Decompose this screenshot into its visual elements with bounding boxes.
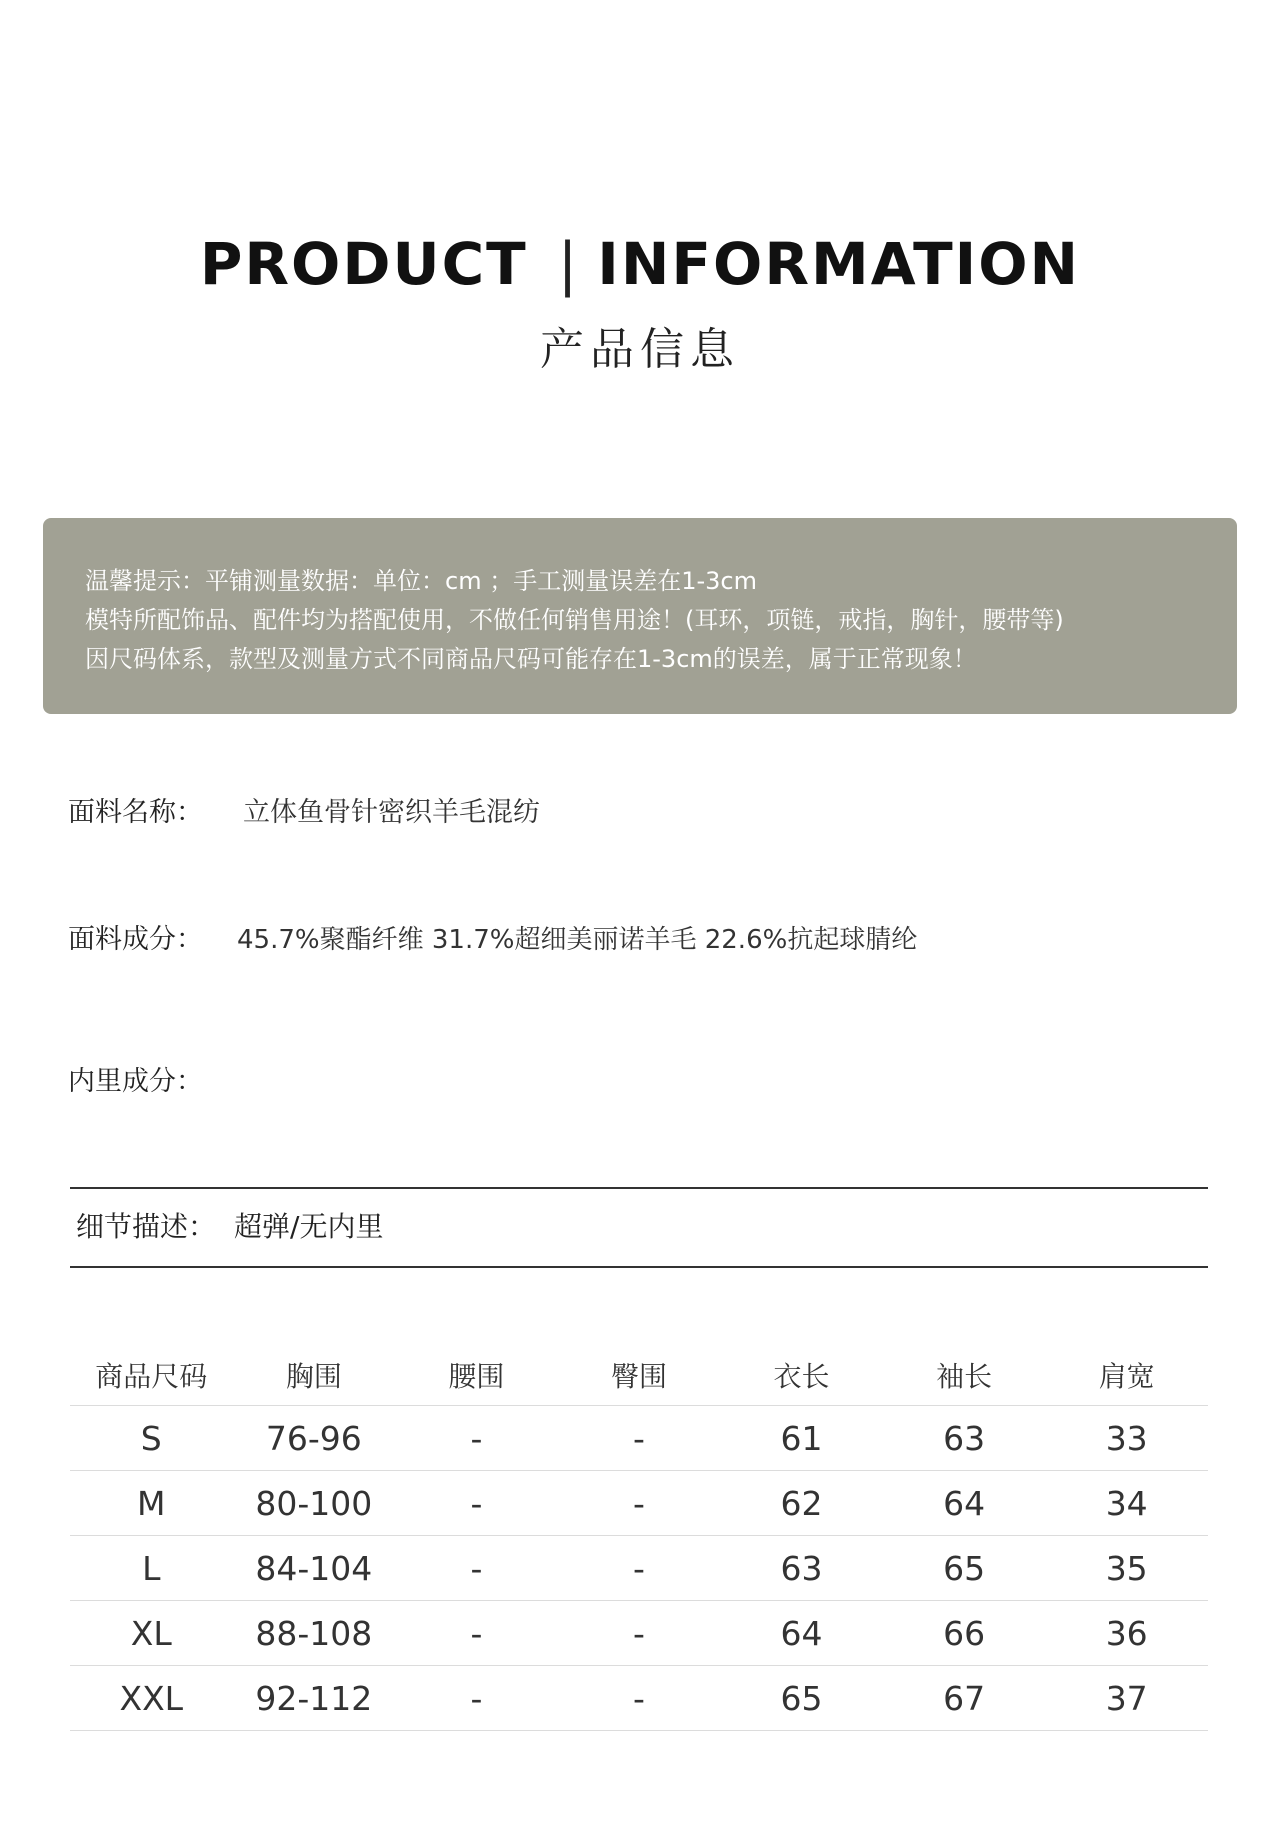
notice-line-2: 模特所配饰品、配件均为搭配使用，不做任何销售用途！(耳环，项链，戒指，胸针，腰带等) <box>85 606 1064 634</box>
cell-waist: - <box>395 1471 558 1536</box>
cell-shoulder: 36 <box>1045 1601 1208 1666</box>
cell-waist: - <box>395 1666 558 1731</box>
notice-line-1: 温馨提示：平铺测量数据：单位：cm ；手工测量误差在1-3cm <box>85 567 757 595</box>
divider-top <box>70 1187 1208 1189</box>
cell-hip: - <box>558 1406 721 1471</box>
table-row <box>70 1666 1208 1731</box>
cell-shoulder: 35 <box>1045 1536 1208 1601</box>
cell-sleeve: 66 <box>883 1601 1046 1666</box>
fabric-name-row <box>68 793 540 833</box>
header-chest: 胸围 <box>233 1345 396 1406</box>
cell-chest: 88-108 <box>233 1601 396 1666</box>
cell-sleeve: 67 <box>883 1666 1046 1731</box>
title-separator: | <box>557 230 580 298</box>
cell-hip: - <box>558 1666 721 1731</box>
cell-length: 61 <box>720 1406 883 1471</box>
lining-label: 内里成分： <box>68 1066 203 1097</box>
detail-row <box>76 1207 383 1247</box>
cell-length: 64 <box>720 1601 883 1666</box>
cell-length: 65 <box>720 1666 883 1731</box>
table-row <box>70 1536 1208 1601</box>
title-information: INFORMATION <box>597 230 1081 298</box>
header-hip: 臀围 <box>558 1345 721 1406</box>
cell-chest: 80-100 <box>233 1471 396 1536</box>
notice-line-3: 因尺码体系，款型及测量方式不同商品尺码可能存在1-3cm的误差，属于正常现象！ <box>85 645 977 673</box>
cell-hip: - <box>558 1471 721 1536</box>
header-sleeve: 袖长 <box>883 1345 1046 1406</box>
cell-sleeve: 65 <box>883 1536 1046 1601</box>
cell-size: XXL <box>70 1666 233 1731</box>
header-waist: 腰围 <box>395 1345 558 1406</box>
lining-row <box>68 1062 229 1102</box>
cell-sleeve: 64 <box>883 1471 1046 1536</box>
cell-hip: - <box>558 1601 721 1666</box>
notice-box <box>43 518 1237 714</box>
cell-length: 63 <box>720 1536 883 1601</box>
size-table-header <box>70 1345 1208 1406</box>
cell-size: XL <box>70 1601 233 1666</box>
table-row <box>70 1406 1208 1471</box>
cell-shoulder: 34 <box>1045 1471 1208 1536</box>
cell-chest: 76-96 <box>233 1406 396 1471</box>
cell-chest: 84-104 <box>233 1536 396 1601</box>
header-shoulder: 肩宽 <box>1045 1345 1208 1406</box>
cell-size: M <box>70 1471 233 1536</box>
cell-size: L <box>70 1536 233 1601</box>
cell-hip: - <box>558 1536 721 1601</box>
cell-sleeve: 63 <box>883 1406 1046 1471</box>
fabric-name-label: 面料名称： <box>68 797 203 828</box>
fabric-composition-row <box>68 920 917 960</box>
divider-bottom <box>70 1266 1208 1268</box>
cell-shoulder: 33 <box>1045 1406 1208 1471</box>
title-product: PRODUCT <box>199 230 528 298</box>
fabric-composition-value: 45.7%聚酯纤维 31.7%超细美丽诺羊毛 22.6%抗起球腈纶 <box>237 925 918 955</box>
page-title <box>0 228 1280 300</box>
fabric-name-value: 立体鱼骨针密织羊毛混纺 <box>243 797 540 828</box>
page-subtitle: 产品信息 <box>540 324 740 375</box>
detail-value: 超弹/无内里 <box>234 1210 384 1243</box>
cell-shoulder: 37 <box>1045 1666 1208 1731</box>
cell-length: 62 <box>720 1471 883 1536</box>
cell-waist: - <box>395 1536 558 1601</box>
cell-waist: - <box>395 1601 558 1666</box>
cell-waist: - <box>395 1406 558 1471</box>
detail-label: 细节描述： <box>76 1210 217 1243</box>
header-size: 商品尺码 <box>70 1345 233 1406</box>
size-table <box>70 1345 1208 1731</box>
table-row <box>70 1601 1208 1666</box>
cell-chest: 92-112 <box>233 1666 396 1731</box>
table-row <box>70 1471 1208 1536</box>
fabric-composition-label: 面料成分： <box>68 924 203 955</box>
header-length: 衣长 <box>720 1345 883 1406</box>
cell-size: S <box>70 1406 233 1471</box>
